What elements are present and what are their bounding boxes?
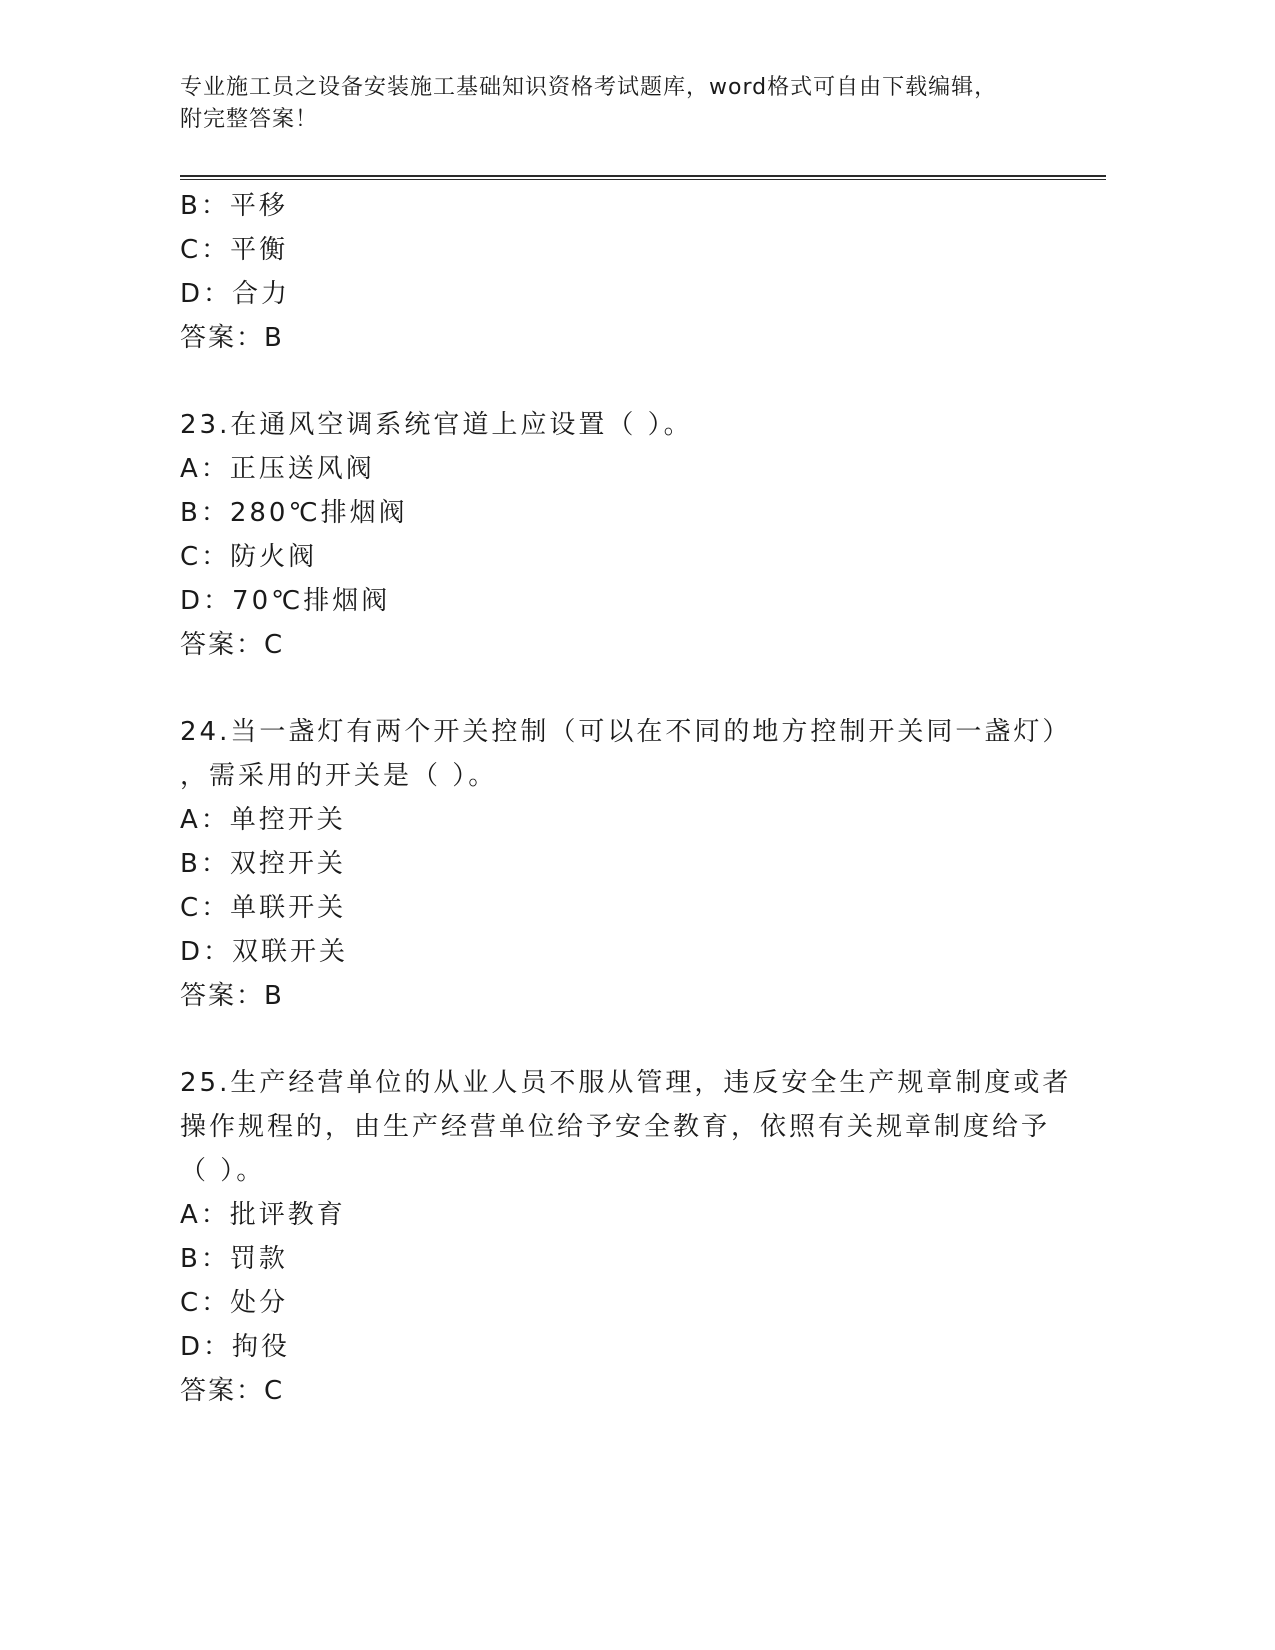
document-header — [180, 72, 1080, 136]
answer-line: 答案：C — [180, 1376, 285, 1406]
spacer — [180, 360, 1060, 403]
spacer — [180, 1018, 1060, 1061]
question-25 — [180, 1061, 1072, 1413]
answer-line: 答案：C — [180, 630, 285, 660]
question-24 — [180, 710, 1072, 1018]
answer-line: 答案：B — [180, 981, 284, 1011]
option-a: A：单控开关 — [180, 805, 346, 835]
option-d: D：70℃排烟阀 — [180, 586, 391, 616]
question-23 — [180, 403, 1060, 667]
answer-line: 答案：B — [180, 323, 284, 353]
header-line-1: 专业施工员之设备安装施工基础知识资格考试题库，word格式可自由下载编辑， — [180, 75, 998, 100]
option-b: B：双控开关 — [180, 849, 346, 879]
question-stem-continued: 操作规程的，由生产经营单位给予安全教育，依照有关规章制度给予 — [180, 1112, 1051, 1142]
spacer — [180, 667, 1060, 710]
question-stem-continued: ，需采用的开关是（ ）。 — [180, 761, 498, 791]
option-c: C：处分 — [180, 1288, 289, 1318]
option-d: D：合力 — [180, 279, 291, 309]
question-fragment — [180, 184, 1060, 360]
header-line-2: 附完整答案！ — [180, 107, 319, 132]
option-b: B：罚款 — [180, 1244, 288, 1274]
option-a: A：正压送风阀 — [180, 454, 375, 484]
option-b: B：平移 — [180, 191, 288, 221]
question-stem: 25.生产经营单位的从业人员不服从管理，违反安全生产规章制度或者 — [180, 1068, 1072, 1098]
option-a: A：批评教育 — [180, 1200, 346, 1230]
question-list — [180, 184, 1072, 1413]
option-d: D：双联开关 — [180, 937, 349, 967]
option-b: B：280℃排烟阀 — [180, 498, 408, 528]
question-stem: 24.当一盏灯有两个开关控制（可以在不同的地方控制开关同一盏灯） — [180, 717, 1072, 747]
option-c: C：单联开关 — [180, 893, 347, 923]
question-stem-continued: （ ）。 — [180, 1156, 266, 1186]
option-d: D：拘役 — [180, 1332, 291, 1362]
option-c: C：防火阀 — [180, 542, 318, 572]
header-divider — [180, 175, 1106, 180]
question-stem: 23.在通风空调系统官道上应设置（ ）。 — [180, 410, 693, 440]
option-c: C：平衡 — [180, 235, 289, 265]
